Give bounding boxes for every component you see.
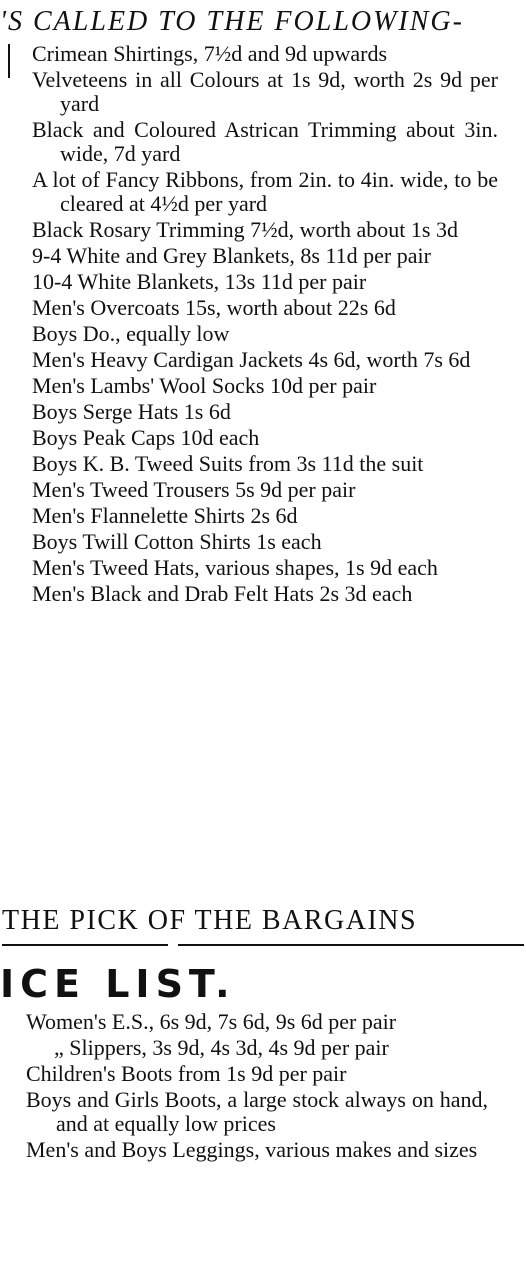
- banner-underline-left: [2, 944, 168, 946]
- list-item: Men's Heavy Cardigan Jackets 4s 6d, worth 7s 6d: [32, 347, 471, 372]
- list-item: Boys Do., equally low: [32, 321, 230, 346]
- section-header: 'S CALLED TO THE FOLLOWING-: [0, 6, 464, 37]
- list-item: Men's Tweed Hats, various shapes, 1s 9d each: [32, 555, 438, 580]
- list-item: Velveteens in all Colours at 1s 9d, worth 2s 9d per yard: [32, 67, 498, 116]
- list-item: Women's E.S., 6s 9d, 7s 6d, 9s 6d per pair: [26, 1009, 397, 1034]
- list-item: Men's and Boys Leggings, various makes and sizes: [26, 1137, 478, 1162]
- bargain-list: [32, 42, 498, 608]
- list-item: Men's Black and Drab Felt Hats 2s 3d each: [32, 581, 413, 606]
- left-column-rule: [8, 44, 10, 78]
- list-item: Black and Coloured Astrican Trimming about 3in. wide, 7d yard: [32, 117, 498, 166]
- banner-underline-right: [178, 944, 524, 946]
- list-item: Boys and Girls Boots, a large stock always on hand, and at equally low prices: [26, 1087, 488, 1136]
- list-item: Men's Overcoats 15s, worth about 22s 6d: [32, 295, 396, 320]
- list-item: „ Slippers, 3s 9d, 4s 3d, 4s 9d per pair: [54, 1035, 389, 1060]
- list-item: Boys Twill Cotton Shirts 1s each: [32, 529, 322, 554]
- list-item: 9-4 White and Grey Blankets, 8s 11d per pair: [32, 243, 431, 268]
- price-list: [26, 1010, 488, 1164]
- list-item: Boys K. B. Tweed Suits from 3s 11d the suit: [32, 451, 424, 476]
- list-item: Men's Tweed Trousers 5s 9d per pair: [32, 477, 356, 502]
- list-item: Children's Boots from 1s 9d per pair: [26, 1061, 347, 1086]
- list-item: Black Rosary Trimming 7½d, worth about 1s 3d: [32, 217, 458, 242]
- list-item: Men's Lambs' Wool Socks 10d per pair: [32, 373, 377, 398]
- list-item: Men's Flannelette Shirts 2s 6d: [32, 503, 298, 528]
- list-item: Crimean Shirtings, 7½d and 9d upwards: [32, 41, 388, 66]
- list-item: 10-4 White Blankets, 13s 11d per pair: [32, 269, 367, 294]
- list-item: Boys Peak Caps 10d each: [32, 425, 260, 450]
- list-item: A lot of Fancy Ribbons, from 2in. to 4in. wide, to be cleared at 4½d per yard: [32, 167, 498, 216]
- bargains-banner: THE PICK OF THE BARGAINS: [2, 905, 418, 936]
- list-item: Boys Serge Hats 1s 6d: [32, 399, 231, 424]
- price-list-title: ICE LIST.: [0, 962, 236, 1006]
